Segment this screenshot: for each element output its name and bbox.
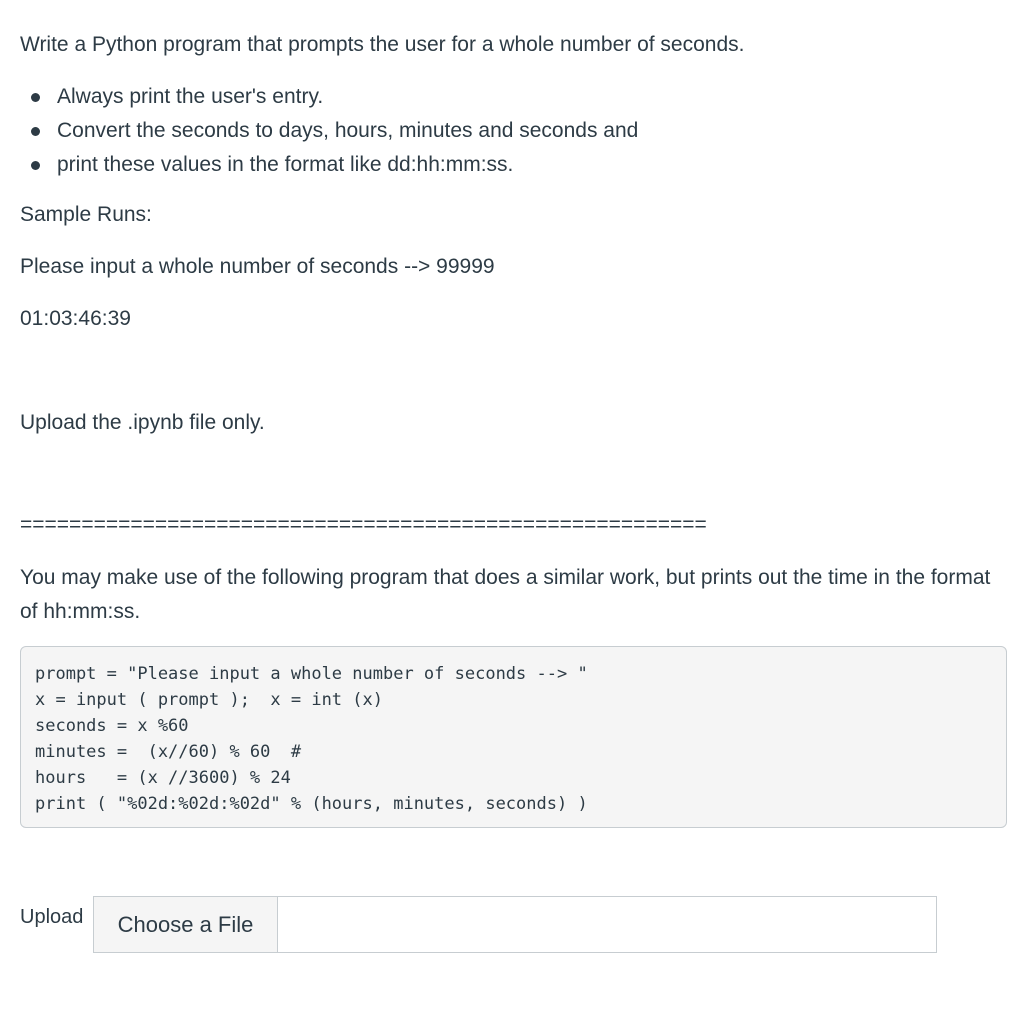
list-item: print these values in the format like dd:hh:mm:ss.	[20, 148, 638, 182]
code-line: hours = (x //3600) % 24	[35, 768, 291, 788]
code-line: x = input ( prompt ); x = int (x)	[35, 690, 383, 710]
requirements-list	[20, 80, 638, 182]
bullet-icon	[31, 127, 40, 136]
divider-line: ========================================================	[20, 513, 707, 536]
code-block	[20, 646, 1007, 828]
list-item: Convert the seconds to days, hours, minutes and seconds and	[20, 114, 638, 148]
upload-note: Upload the .ipynb file only.	[20, 411, 265, 434]
helper-note: You may make use of the following program that does a similar work, but prints out the time in the format of hh:mm:ss.	[20, 566, 991, 623]
sample-runs-heading: Sample Runs:	[20, 203, 152, 226]
file-upload-field[interactable]	[93, 896, 937, 953]
sample-output-text: 01:03:46:39	[20, 307, 131, 330]
list-item: Always print the user's entry.	[20, 80, 638, 114]
code-line: print ( "%02d:%02d:%02d" % (hours, minutes, seconds) )	[35, 794, 588, 814]
code-line: prompt = "Please input a whole number of seconds --> "	[35, 664, 588, 684]
code-line: minutes = (x//60) % 60 #	[35, 742, 302, 762]
upload-label: Upload	[20, 906, 84, 928]
sample-prompt-text: Please input a whole number of seconds --> 99999	[20, 255, 495, 278]
bullet-icon	[31, 161, 40, 170]
bullet-icon	[31, 93, 40, 102]
code-line: seconds = x %60	[35, 716, 189, 736]
intro-text: Write a Python program that prompts the user for a whole number of seconds.	[20, 33, 745, 56]
choose-file-button[interactable]: Choose a File	[94, 897, 278, 952]
